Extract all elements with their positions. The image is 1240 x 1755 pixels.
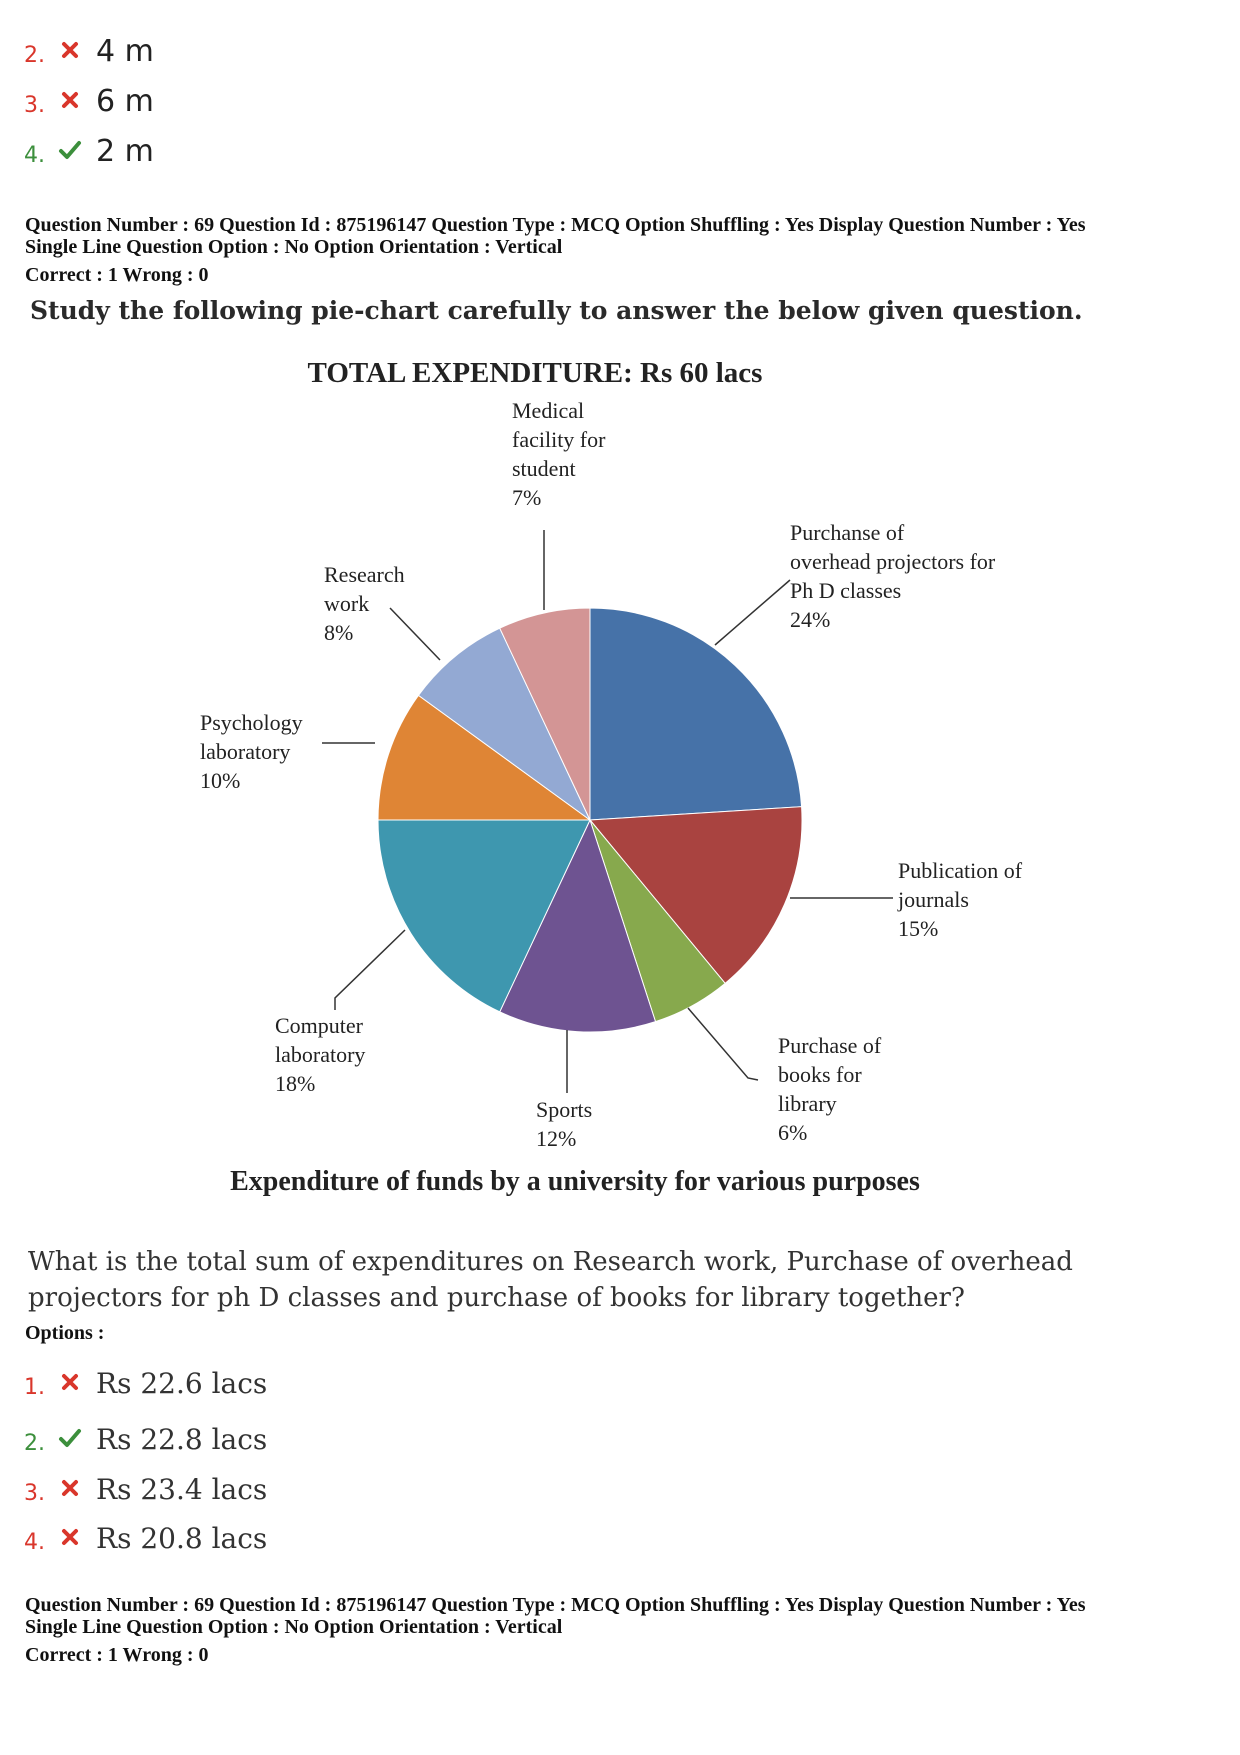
option-text: Rs 22.8 lacs (96, 1423, 268, 1456)
option-number: 2. (24, 1431, 45, 1456)
answer-option[interactable] (24, 1466, 267, 1506)
correct-check-icon (58, 138, 82, 162)
option-text: Rs 23.4 lacs (96, 1473, 268, 1506)
question-meta-line: Question Number : 69 Question Id : 875196147 Question Type : MCQ Option Shuffling : Yes Display Question Number : Yes (25, 1594, 1086, 1616)
question-meta-line: Single Line Question Option : No Option Orientation : Vertical (25, 1616, 563, 1638)
slice-label: Purchase of books for library 6% (778, 1033, 882, 1145)
wrong-cross-icon (58, 1525, 82, 1549)
answer-option[interactable] (24, 1515, 267, 1555)
option-number: 4. (24, 1530, 45, 1555)
leader-line (715, 580, 790, 645)
option-text: 4 m (96, 34, 154, 69)
options-label: Options : (25, 1322, 105, 1344)
leader-line (335, 930, 405, 1010)
option-number: 3. (24, 93, 45, 118)
previous-option (24, 78, 154, 118)
wrong-cross-icon (58, 88, 82, 112)
pie-slice (590, 608, 802, 820)
option-text: 6 m (96, 84, 154, 119)
correct-wrong-marks: Correct : 1 Wrong : 0 (25, 264, 209, 286)
question-meta-line: Question Number : 69 Question Id : 875196147 Question Type : MCQ Option Shuffling : Yes Display Question Number : Yes (25, 214, 1086, 236)
option-text: Rs 20.8 lacs (96, 1522, 268, 1555)
option-text: 2 m (96, 134, 154, 169)
question-stem: Study the following pie-chart carefully to answer the below given question. (30, 296, 1083, 325)
leader-line (688, 1008, 758, 1080)
chart-caption: Expenditure of funds by a university for various purposes (230, 1166, 920, 1197)
question-meta-line: Single Line Question Option : No Option Orientation : Vertical (25, 236, 563, 258)
question-text-line: What is the total sum of expenditures on Research work, Purchase of overhead (28, 1247, 1073, 1277)
slice-label: Psychology laboratory 10% (200, 710, 303, 793)
slice-label: Purchanse of overhead projectors for Ph D classes 24% (790, 520, 996, 632)
previous-option (24, 128, 154, 168)
answer-option[interactable] (24, 1360, 267, 1400)
chart-title: TOTAL EXPENDITURE: Rs 60 lacs (307, 357, 763, 389)
question-text-line: projectors for ph D classes and purchase of books for library together? (28, 1283, 965, 1313)
correct-check-icon (58, 1426, 82, 1450)
slice-label: Publication of journals 15% (898, 858, 1023, 941)
option-number: 2. (24, 43, 45, 68)
slice-label: Research work 8% (324, 562, 405, 645)
wrong-cross-icon (58, 1476, 82, 1500)
wrong-cross-icon (58, 1370, 82, 1394)
correct-wrong-marks: Correct : 1 Wrong : 0 (25, 1644, 209, 1666)
option-text: Rs 22.6 lacs (96, 1367, 268, 1400)
option-number: 3. (24, 1481, 45, 1506)
answer-option[interactable] (24, 1416, 267, 1456)
option-number: 4. (24, 143, 45, 168)
slice-label: Computer laboratory 18% (275, 1013, 366, 1096)
slice-label: Sports 12% (536, 1097, 593, 1151)
slice-label: Medical facility for student 7% (512, 398, 606, 510)
pie-chart (0, 350, 1240, 1210)
option-number: 1. (24, 1375, 45, 1400)
wrong-cross-icon (58, 38, 82, 62)
previous-option (24, 28, 154, 68)
leader-line (390, 608, 440, 660)
